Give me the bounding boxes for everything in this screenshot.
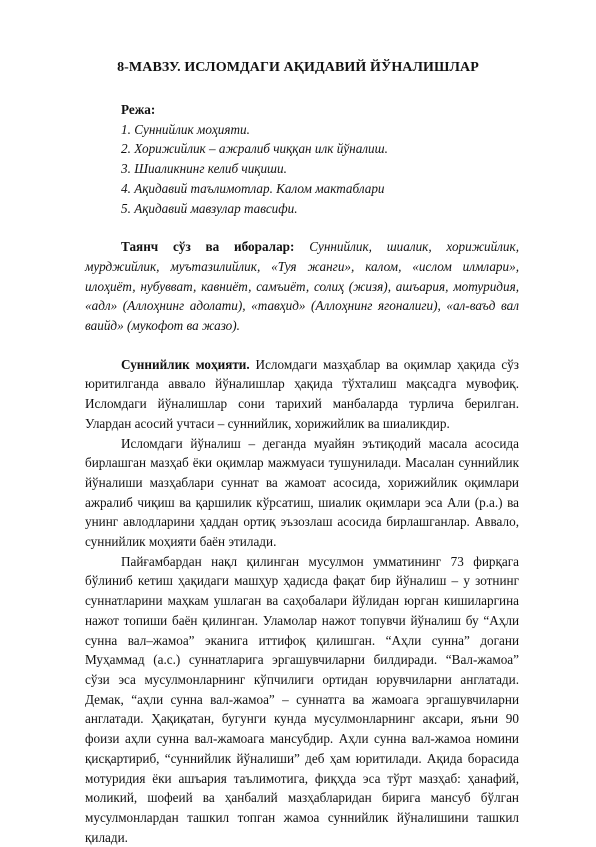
- plan-list: [85, 120, 519, 219]
- plan-item: 4. Ақидавий таълимотлар. Калом мактаблари: [121, 180, 385, 196]
- body-paragraph: [85, 355, 519, 434]
- paragraph-text: Пайғамбардан нақл қилинган мусулмон умматининг 73 фирқага бўлиниб кетиш ҳақидаги машҳур ҳадисда фақат бир йўналиш – у зотнинг суннатларини маҳкам ушлаган ва саҳобалари йўлидан юрган кишиларгина нажот топиши баён қилинган. Уламолар нажот топувчи йўналиш бу “Аҳли сунна вал–жамоа” эканига иттифоқ қилишган. “Аҳли сунна” догани Муҳаммад (а.с.) суннатларига эргашувчиларни билдиради. “Вал-жамоа” сўзи эса мусулмонларнинг кўпчилиги ортидан юрувчиларни англатади. Демак, “аҳли сунна вал-жамоа” – суннатга ва жамоага эргашувчиларни англатади. Ҳақиқатан, бугунги кунда мусулмонларнинг аксари, яъни 90 фоизи аҳли сунна вал-жамоага мансубдир. Аҳли сунна вал-жамоа номини қисқартириб, “суннийлик йўналиши” деб ҳам юритилади. Ақида борасида мотуридия ёки ашъария таълимотига, фиқҳда эса тўрт мазҳаб: ҳанафий, моликий, шофеий ва ҳанбалий мазҳабларидан бирига мансуб бўлган мусулмонлардан ташкил топган жамоа суннийлик йўналишини ташкил қилади.: [85, 553, 519, 845]
- body-paragraph: [85, 552, 519, 847]
- spacer: [85, 336, 519, 355]
- plan-item: 2. Хорижийлик – ажралиб чиққан илк йўналиш.: [121, 141, 388, 157]
- body-paragraph: [85, 434, 519, 552]
- keywords-text: Суннийлик, шиалик, хорижийлик, мурджийлик, муътазилийлик, «Туя жанги», калом, «ислом илмлари», илоҳиёт, нубуввaт, кавниёт, самъиёт, солиҳ (жизя), ашъария, мотуридия, «адл» (Аллоҳнинг адолати), «тавҳид» (Аллоҳнинг ягоналиги), «ал-ваъд вал ваийд» (мукофот ва жазо).: [85, 239, 519, 334]
- paragraph-text: Исломдаги йўналиш – деганда муайян эътиқодий масала асосида бирлашган мазҳаб ёки оқимлар мажмуаси тушунилади. Масалан суннийлик йўналиши мазҳаблари суннат ва жамоат асосида, хорижийлик оқимлари ажралиб чиқиш ва қаршилик кўрсатиш, шиалик оқимлари эса Али (р.а.) ва унинг авлодларини ҳаддан ортиқ эъзозлаш асосида бирлашганлар. Аввало, суннийлик моҳияти баён этилади.: [85, 435, 519, 550]
- section-heading: Суннийлик моҳияти.: [121, 356, 250, 372]
- page-title: 8-МАВЗУ. ИСЛОМДАГИ АҚИДАВИЙ ЙЎНАЛИШЛАР: [117, 60, 479, 75]
- plan-heading: Режа:: [121, 102, 156, 117]
- keywords-paragraph: [85, 237, 519, 336]
- paragraph-text: Исломдаги мазҳаблар ва оқимлар ҳақида сўз юритилганда аввало йўналишлар ҳақида тўхталиш мақсадга мувофиқ. Исломдаги йўналишлар сони тарихий манбаларда турлича берилган. Улардан асосий учтаси – суннийлик, хорижийлик ва шиаликдир.: [85, 356, 519, 431]
- keywords-heading: Таянч сўз ва иборалар:: [121, 239, 295, 255]
- plan-item: 5. Ақидавий мавзулар тавсифи.: [121, 200, 298, 216]
- spacer: [85, 218, 519, 237]
- document-body: [85, 100, 519, 847]
- plan-item: 1. Суннийлик моҳияти.: [121, 121, 250, 137]
- plan-item: 3. Шиаликнинг келиб чиқиши.: [121, 161, 287, 177]
